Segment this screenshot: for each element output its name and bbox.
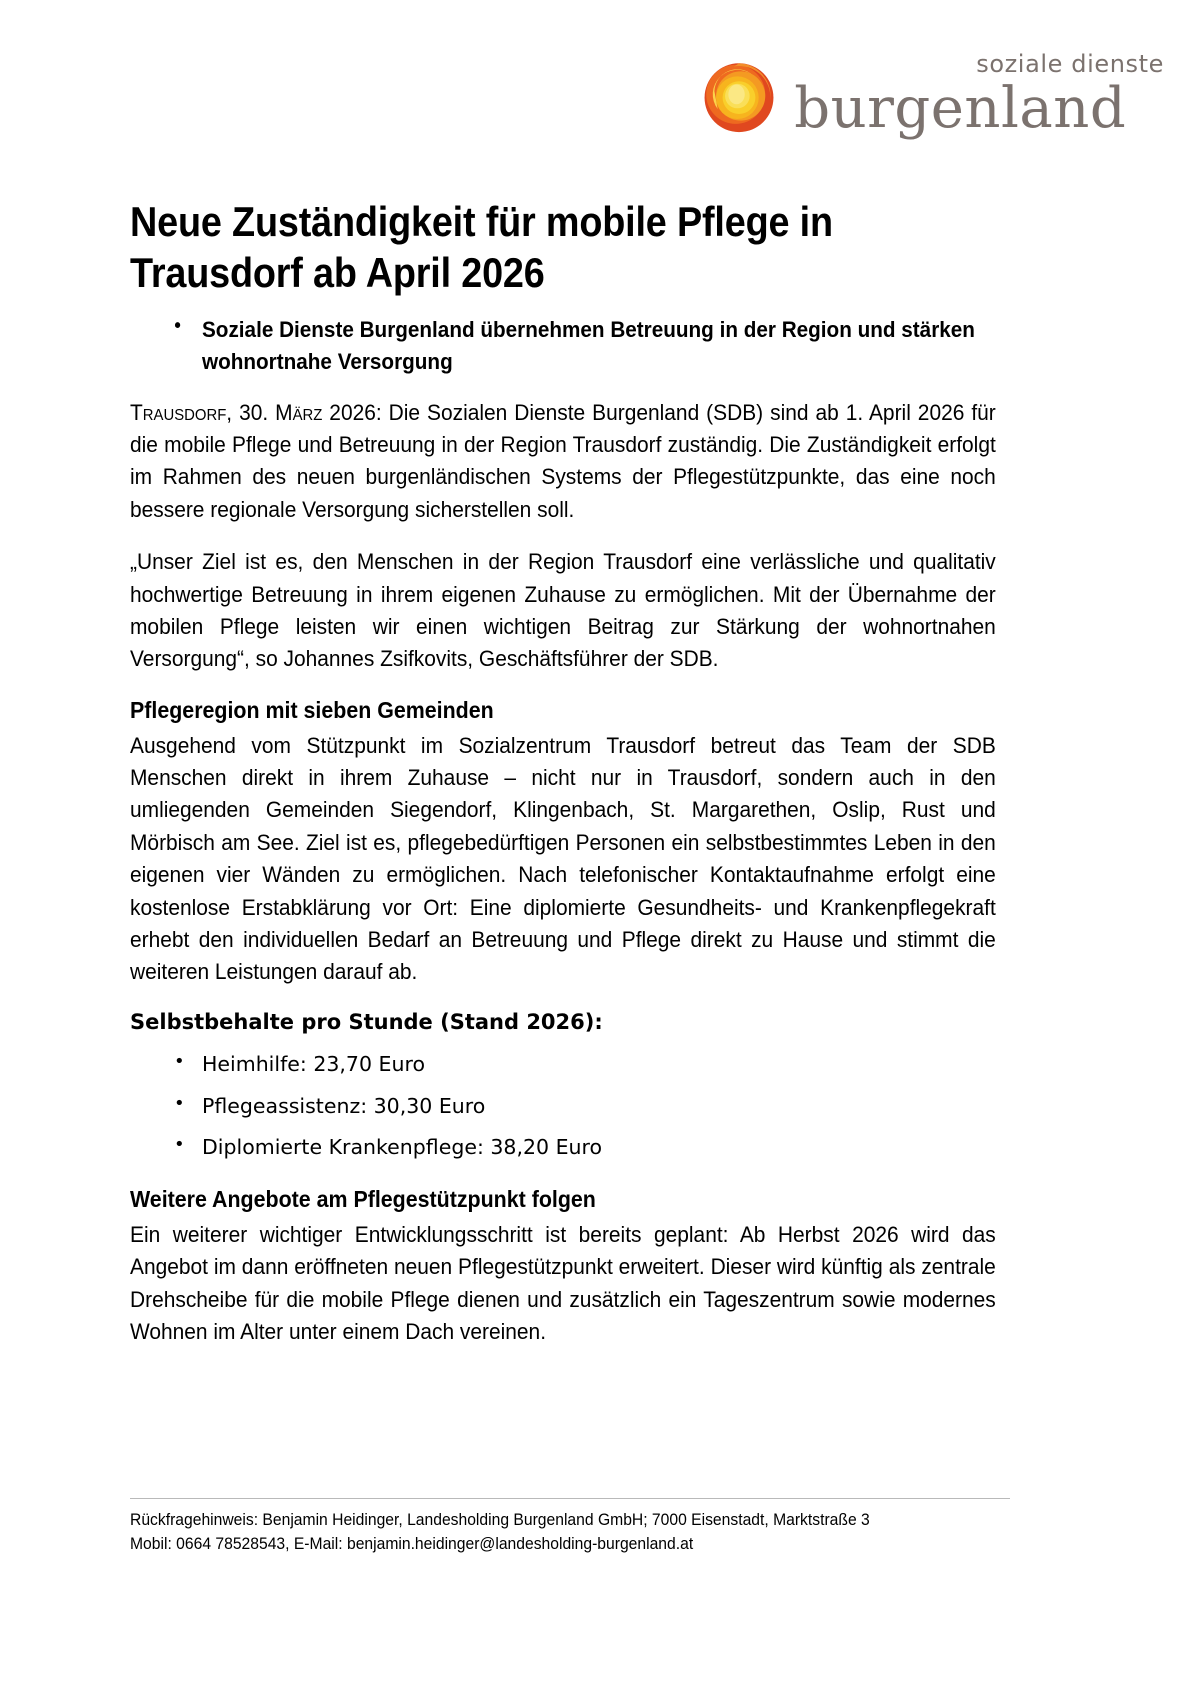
list-item: • Pflegeassistenz: 30,30 Euro [202,1086,996,1128]
section-heading-prices: Selbstbehalte pro Stunde (Stand 2026): [130,1009,603,1034]
dateline-year: 2026: [322,399,389,425]
dateline-month: März [275,399,323,425]
section-heading-region: Pflegeregion mit sieben Gemeinden [130,696,494,723]
section-heading-outlook: Weitere Angebote am Pflegestützpunkt folgen [130,1186,596,1213]
footer-contact-line-1: Rückfragehinweis: Benjamin Heidinger, Landesholding Burgenland GmbH; 7000 Eisenstadt, Marktstraße 3 [130,1511,870,1530]
lead-bullet-list [130,314,996,376]
paragraph-quote: „Unser Ziel ist es, den Menschen in der Region Trausdorf eine verlässliche und qualitativ hochwertige Betreuung in ihrem eigenen Zuhause zu ermöglichen. Mit der Übernahme der mobilen Pflege leisten wir einen wichtigen Beitrag zur Stärkung der wohnortnahen Versorgung“, so Johannes Zsifkovits, Geschäftsführer der SDB. [130,549,996,672]
price-list [130,1044,996,1169]
dateline-sep: , 30. [226,399,276,425]
footer-contact-line-2: Mobil: 0664 78528543, E-Mail: benjamin.heidinger@landesholding-burgenland.at [130,1534,694,1553]
logo-claim: soziale dienste [976,50,1164,78]
sun-flame-icon [698,55,780,137]
list-item: • Heimhilfe: 23,70 Euro [202,1044,996,1086]
page-title: Neue Zuständigkeit für mobile Pflege in Trausdorf ab April 2026 [130,198,833,297]
brand-logo [698,52,1164,139]
paragraph-intro-text: Die Sozialen Dienste Burgenland (SDB) sind ab 1. April 2026 für die mobile Pflege und Betreuung in der Region Trausdorf zuständig. Die Zuständigkeit erfolgt im Rahmen des neuen burgenländischen Systems der Pflegestützpunkte, das eine noch bessere regionale Versorgung sicherstellen soll. [130,399,996,522]
logo-wordmark: burgenland [794,76,1127,141]
paragraph-outlook: Ein weiterer wichtiger Entwicklungsschritt ist bereits geplant: Ab Herbst 2026 wird das Angebot im dann eröffneten neuen Pflegestützpunkt erweitert. Dieser wird künftig als zentrale Drehscheibe für die mobile Pflege dienen und zusätzlich ein Tageszentrum sowie modernes Wohnen im Alter unter einem Dach vereinen. [130,1221,996,1345]
footer [130,1498,1010,1556]
dateline-place: Trausdorf [130,399,227,425]
logo-wordmark-group [794,52,1164,139]
document-body [130,196,996,1368]
paragraph-region: Ausgehend vom Stützpunkt im Sozialzentrum Trausdorf betreut das Team der SDB Menschen direkt in ihrem Zuhause – nicht nur in Trausdorf, sondern auch in den umliegenden Gemeinden Siegendorf, Klingenbach, St. Margarethen, Oslip, Rust und Mörbisch am See. Ziel ist es, pflegebedürftigen Personen ein selbstbestimmtes Leben in den eigenen vier Wänden zu ermöglichen. Nach telefonischer Kontaktaufnahme erfolgt eine kostenlose Erstabklärung vor Ort: Eine diplomierte Gesundheits- und Krankenpflegekraft erhebt den individuellen Bedarf an Betreuung und Pflege direkt zu Hause und stimmt die weiteren Leistungen darauf ab. [130,732,996,985]
footer-divider [130,1498,1010,1499]
paragraph-intro [130,397,996,527]
list-item: • Diplomierte Krankenpflege: 38,20 Euro [202,1127,996,1169]
list-item: • Soziale Dienste Burgenland übernehmen Betreuung in der Region und stärken wohnortnahe Versorgung [202,314,991,376]
